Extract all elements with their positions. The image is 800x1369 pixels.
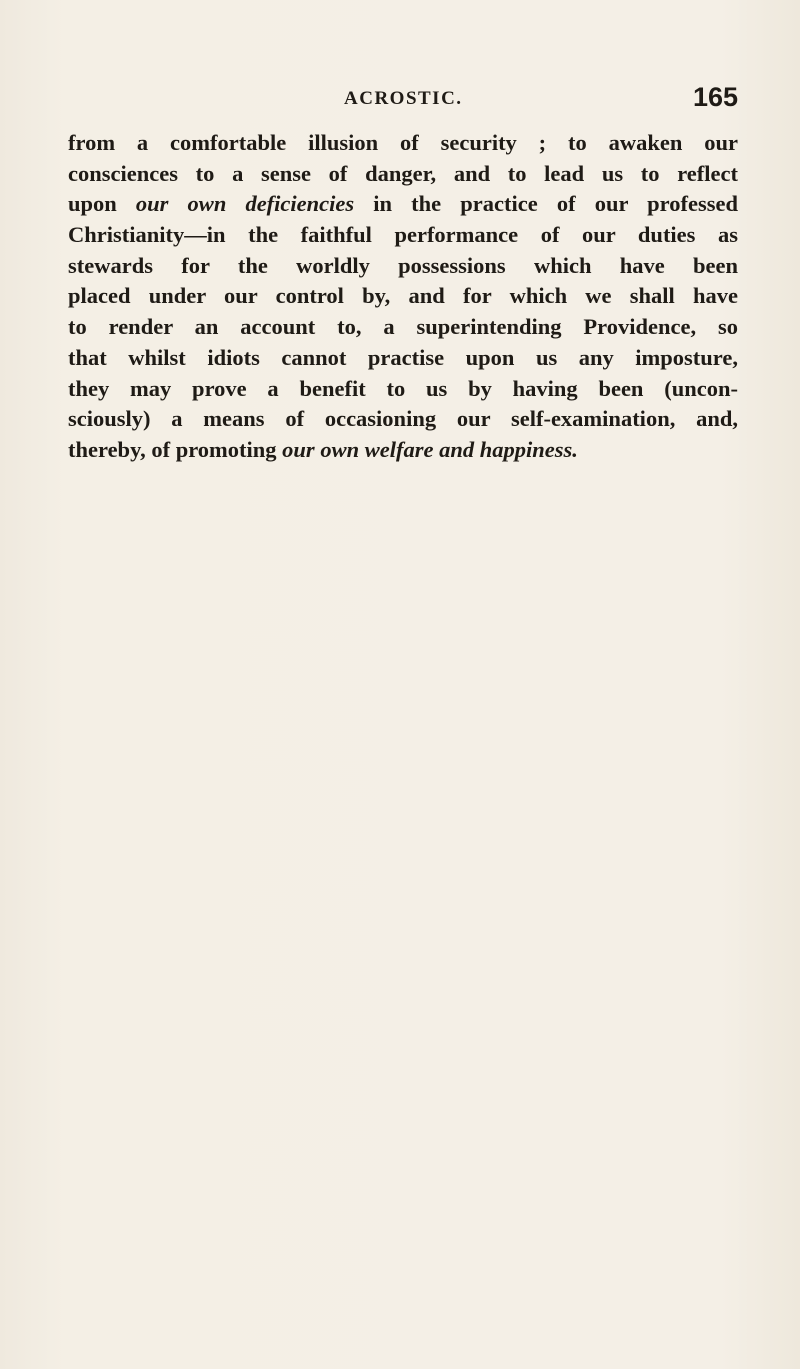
text-line: they may prove a benefit to us by having been (uncon- bbox=[68, 375, 738, 401]
text-line: Christianity—in the faithful performance of our duties as bbox=[68, 222, 738, 248]
text-line: sciously) a means of occasioning our self-examination, and, bbox=[68, 406, 738, 432]
italic-phrase: our own welfare and happiness. bbox=[282, 436, 578, 462]
italic-phrase: our own deficiencies bbox=[135, 191, 355, 217]
text-line: consciences to a sense of danger, and to lead us to reflect bbox=[68, 160, 738, 186]
text-line: placed under our control by, and for which we shall have bbox=[68, 283, 738, 309]
body-paragraph bbox=[68, 128, 738, 466]
text-line bbox=[68, 189, 738, 220]
text-fragment: in the practice of our professed bbox=[354, 191, 738, 217]
text-fragment: thereby, of promoting bbox=[68, 436, 283, 462]
text-line: that whilst idiots cannot practise upon us any imposture, bbox=[68, 344, 738, 370]
page-number: 165 bbox=[692, 82, 738, 112]
text-line: stewards for the worldly possessions which have been bbox=[68, 252, 738, 278]
running-head bbox=[68, 82, 738, 116]
text-line: from a comfortable illusion of security ; to awaken our bbox=[68, 130, 738, 155]
text-line: to render an account to, a superintending Providence, so bbox=[68, 314, 738, 340]
running-head-title: ACROSTIC. bbox=[344, 88, 463, 109]
text-line bbox=[68, 435, 738, 466]
text-fragment: upon bbox=[68, 191, 136, 217]
